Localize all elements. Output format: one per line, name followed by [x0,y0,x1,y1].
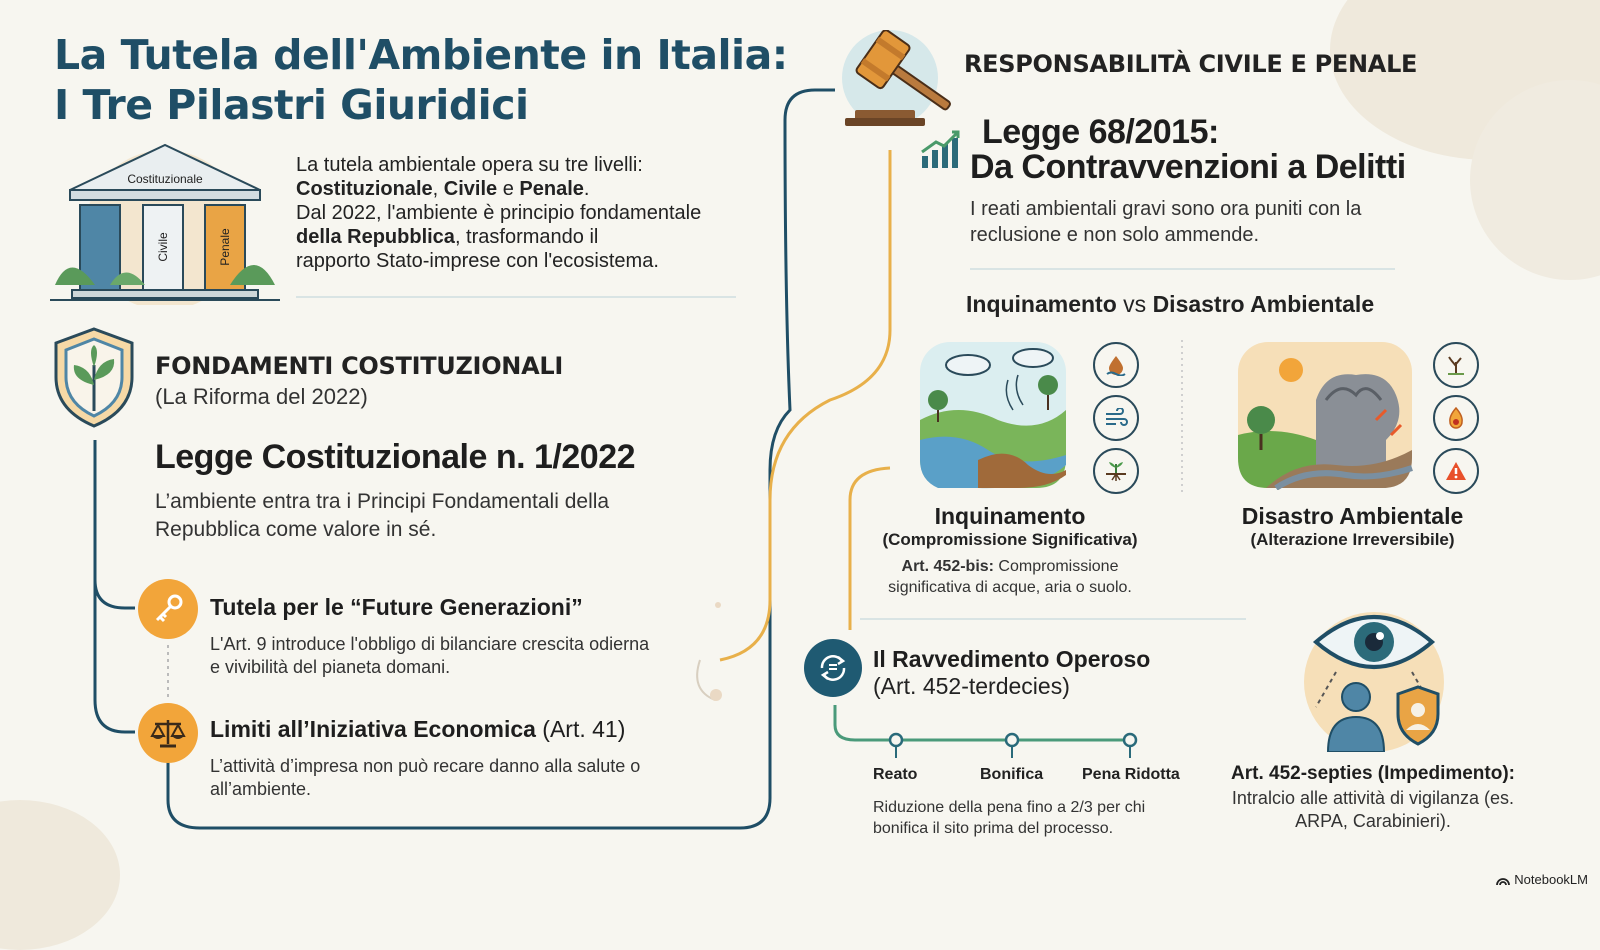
item-title-economica [210,716,625,743]
fire-warning-icon [1433,395,1479,441]
pillar-roof-label: Costituzionale [127,172,203,186]
penal-heading: RESPONSABILITÀ CIVILE E PENALE [964,50,1418,78]
pillar-left-label: Civile [156,232,170,262]
inquinamento-block [860,503,1160,598]
disastro-title: Disastro Ambientale [1241,503,1464,529]
timeline-step-reato: Reato [873,766,918,783]
intro-level-2: Civile [443,178,498,200]
pollution-illustration [918,340,1068,490]
inquinamento-title: Inquinamento [934,503,1086,529]
water-drop-icon [1093,342,1139,388]
divider [860,618,1246,620]
comparison-a: Inquinamento [966,291,1117,317]
intro-separator: e [497,178,520,200]
intro-line-4-rest: , trasformando il [454,226,599,248]
comparison-b: Disastro Ambientale [1152,291,1375,317]
scales-icon [138,703,198,763]
intro-bold: della Repubblica [296,226,455,248]
impedimento-desc: Intralcio alle attività di vigilanza (es. ARPA, Carabinieri). [1231,788,1515,831]
pillars-illustration [50,135,280,305]
timeline-step-bonifica: Bonifica [980,766,1044,783]
page-title [54,30,814,130]
penal-law-title-1: Legge 68/2015: [982,113,1219,151]
item-desc-economica: L’attività d’impresa non può recare danno alla salute o all’ambiente. [210,756,641,799]
intro-line-5: rapporto Stato-imprese con l'ecosistema. [296,250,659,272]
intro-line-1: La tutela ambientale opera su tre livelli: [296,154,643,176]
intro-text [296,153,766,273]
ravvedimento-subtitle: (Art. 452-terdecies) [873,673,1070,699]
key-icon [138,579,198,639]
intro-separator: , [432,178,444,200]
penal-law-desc: I reati ambientali gravi sono ora puniti con la reclusione e non solo ammende. [970,198,1362,246]
intro-line-2 [296,177,766,201]
divider [296,296,736,298]
comparison-vs: vs [1116,291,1153,317]
penal-law-title-2: Da Contravvenzioni a Delitti [970,148,1406,186]
ravvedimento-title: Il Ravvedimento Operoso [873,646,1151,672]
inquinamento-art [860,556,1160,598]
inquinamento-art-desc: Compromissione significativa di acque, aria o suolo. [888,558,1132,596]
item-desc-future: L'Art. 9 introduce l'obbligo di bilanciare crescita odierna e vivibilità del pianeta domani. [210,634,650,677]
wind-icon [1093,395,1139,441]
item-title-future [210,594,583,621]
pillar-right-label: Penale [218,228,232,266]
timeline-nodes [880,728,1150,768]
comparison-heading [966,291,1374,318]
disaster-illustration [1236,340,1414,490]
surveillance-eye-icon [1296,602,1452,752]
soil-plant-icon [1093,448,1139,494]
intro-level-3: Penale [519,178,584,200]
title-line-1: La Tutela dell'Ambiente in Italia: [54,31,788,79]
constitutional-heading: FONDAMENTI COSTITUZIONALI [155,352,563,380]
item-title-text: Limiti all’Iniziativa Economica [210,716,536,742]
ravvedimento-desc: Riduzione della pena fino a 2/3 per chi bonifica il sito prima del processo. [873,799,1146,837]
item-title-extra: (Art. 41) [535,716,626,742]
notebooklm-watermark [1496,872,1588,887]
intro-level-1: Costituzionale [296,178,433,200]
impedimento-block [1218,763,1528,833]
constitutional-law-desc: L’ambiente entra tra i Principi Fondamentali della Repubblica come valore in sé. [155,490,610,541]
intro-line-3: Dal 2022, l'ambiente è principio fondamentale [296,202,702,224]
inquinamento-art-ref: Art. 452-bis: [901,558,994,575]
notebooklm-logo-icon [1496,874,1510,886]
gavel-icon [835,30,975,130]
watermark-label: NotebookLM [1514,872,1588,887]
warning-icon [1433,448,1479,494]
intro-end: . [583,178,590,200]
divider [970,268,1395,270]
inquinamento-subtitle: (Compromissione Significativa) [882,530,1138,549]
dead-tree-icon [1433,342,1479,388]
constitutional-law-title: Legge Costituzionale n. 1/2022 [155,438,636,476]
impedimento-title: Art. 452-septies (Impedimento): [1231,763,1515,784]
constitutional-subheading: (La Riforma del 2022) [155,384,368,409]
item-title-text: Tutela per le “Future Generazioni” [210,594,583,620]
timeline-step-pena: Pena Ridotta [1082,766,1180,783]
shield-leaf-icon [50,325,138,430]
chart-growth-icon [918,128,962,172]
disastro-subtitle: (Alterazione Irreversibile) [1250,530,1455,549]
title-line-2: I Tre Pilastri Giuridici [54,81,529,129]
disastro-block [1200,503,1505,550]
intro-line-4 [296,225,766,249]
recycle-document-icon [804,639,862,697]
